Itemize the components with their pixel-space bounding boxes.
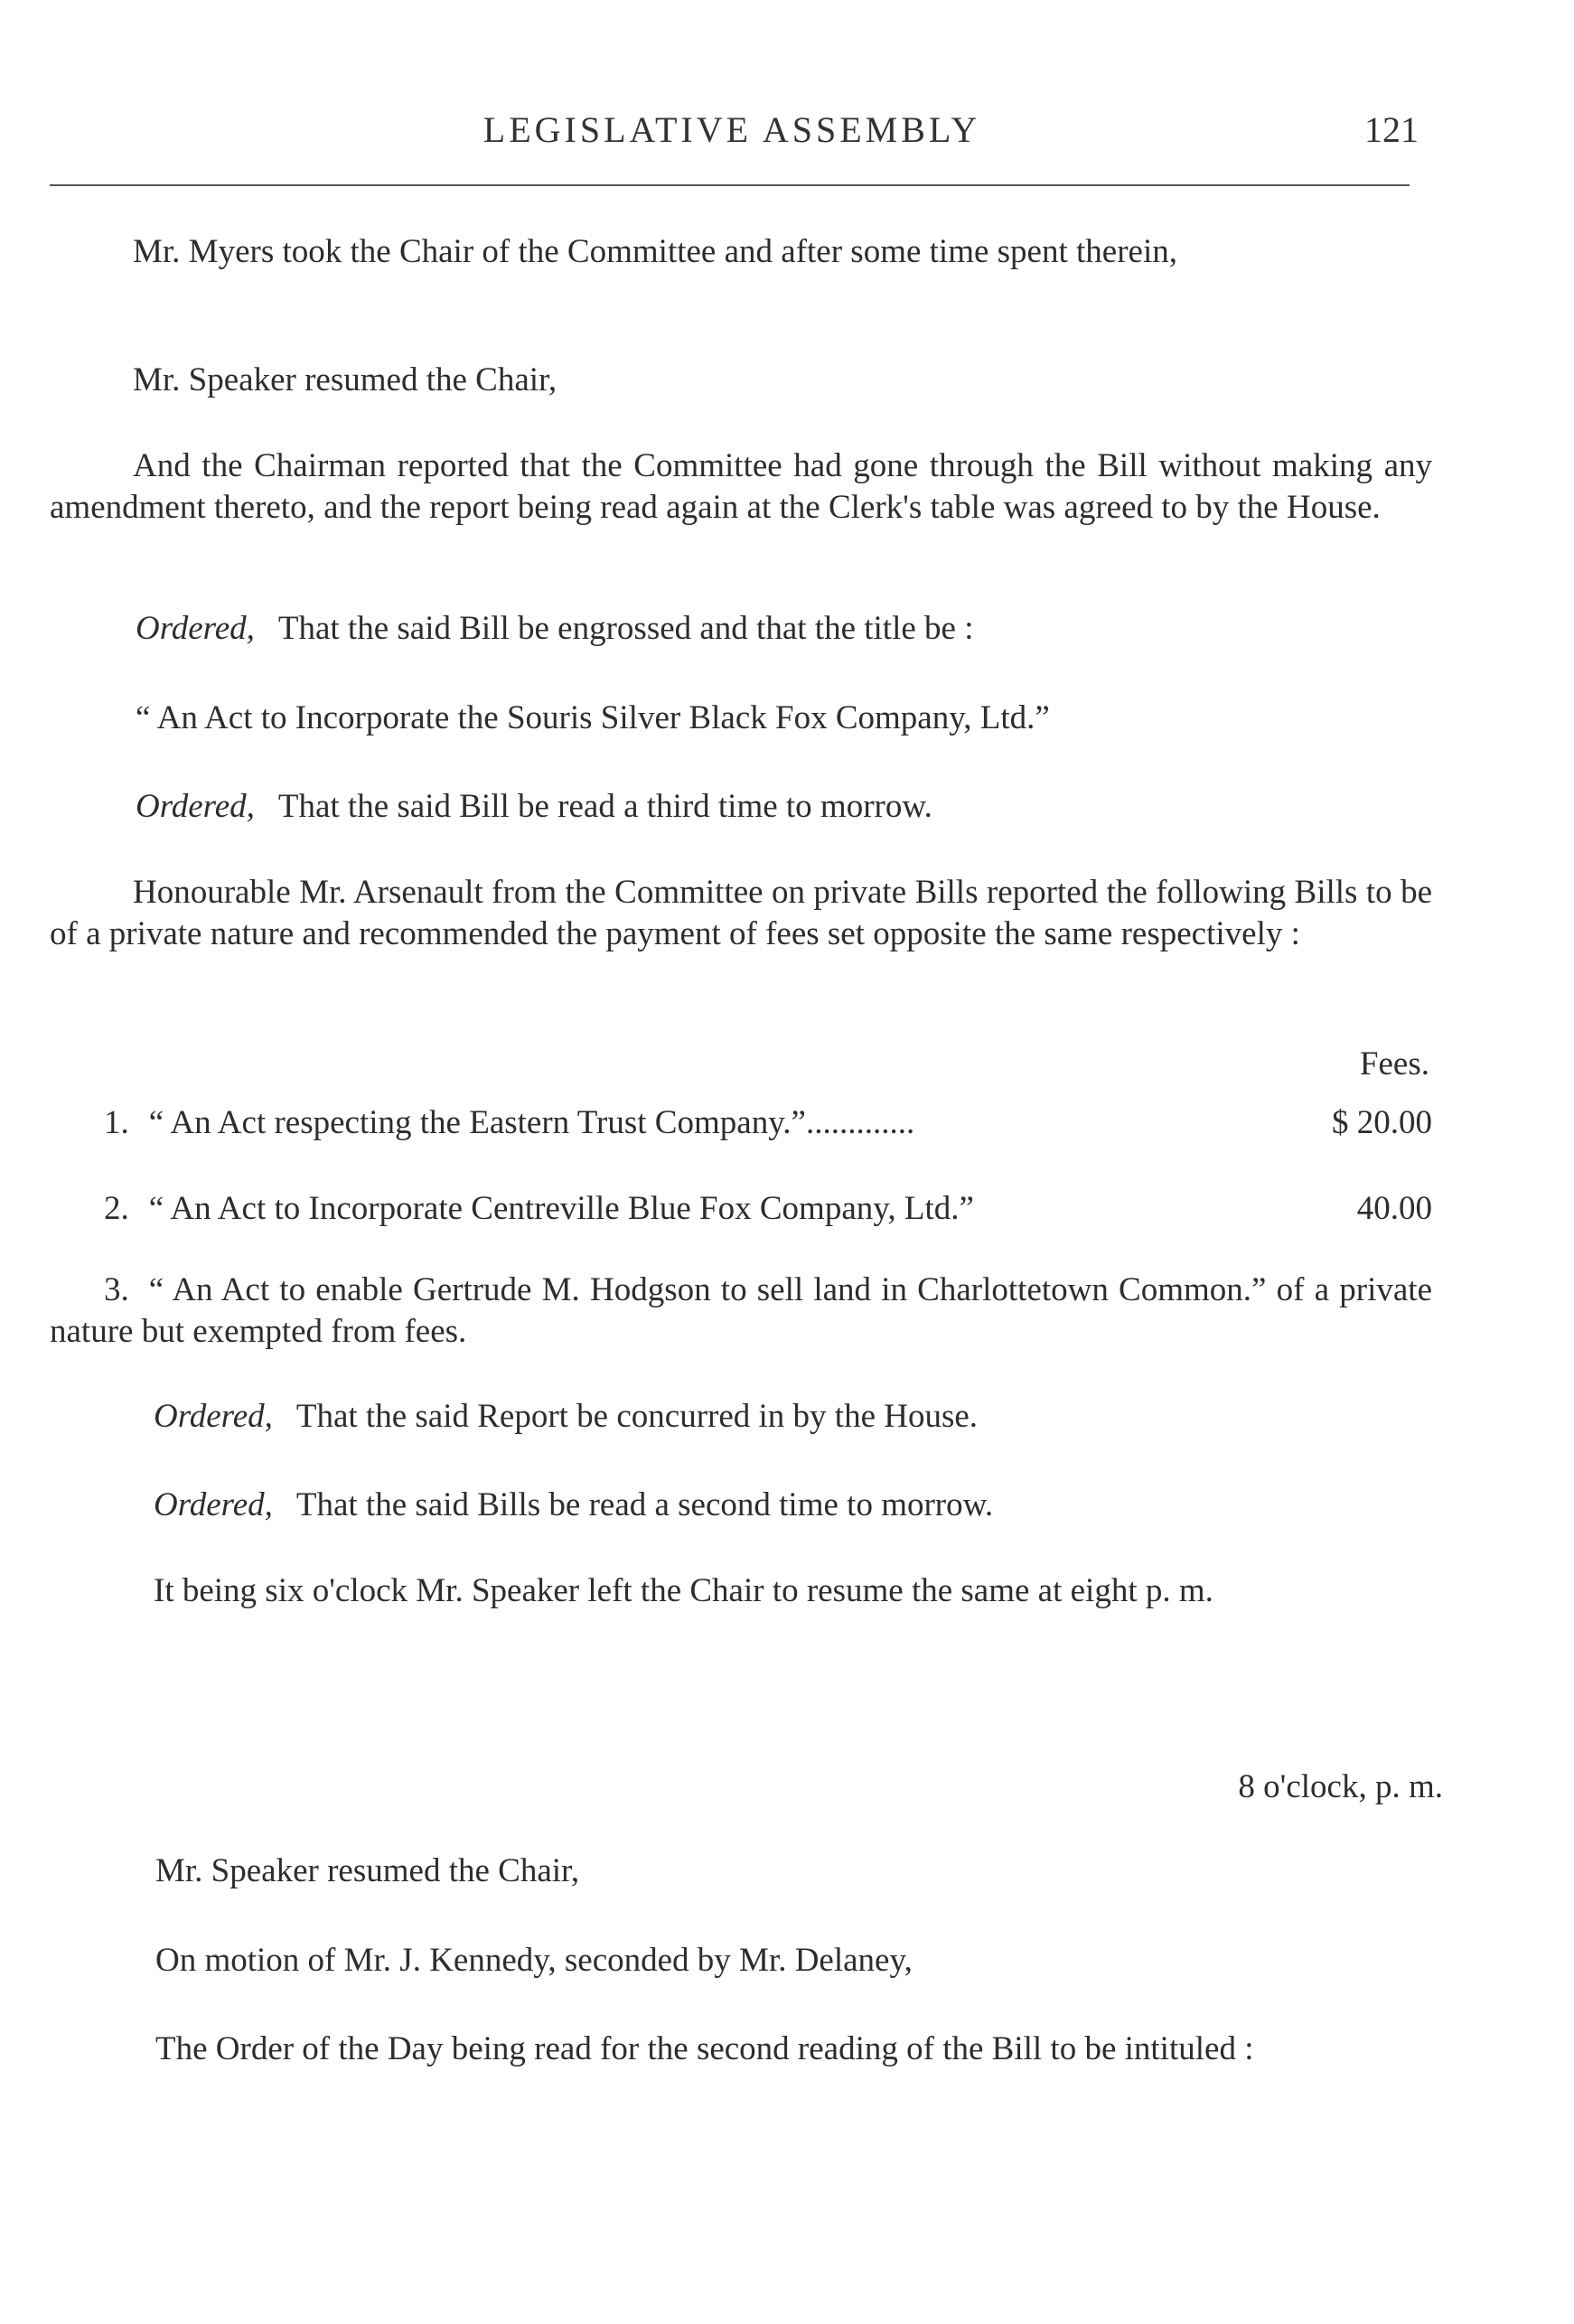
ordered-label: Ordered, [136,610,255,647]
fee-item-number: 2. [104,1190,129,1227]
fee-item-number: 1. [104,1104,129,1141]
order-report-concurred [154,1396,978,1438]
order-text: That the said Bill be engrossed and that the title be : [277,610,974,647]
order-third-reading [136,786,932,828]
bill-title-souris: “ An Act to Incorporate the Souris Silver Black Fox Company, Ltd.” [136,699,1050,736]
paragraph-six-oclock: It being six o'clock Mr. Speaker left the Chair to resume the same at eight p. m. [154,1572,1213,1609]
paragraph-speaker-resumed: Mr. Speaker resumed the Chair, [133,361,557,398]
ordered-label: Ordered, [154,1398,273,1435]
fee-item-2 [104,1188,1432,1230]
ordered-label: Ordered, [136,788,255,825]
paragraph-private-bills-report: Honourable Mr. Arsenault from the Committee on private Bills reported the following Bills to be of a private nature and recommended the payment of fees set opposite the same respectively : [50,874,1432,952]
order-engrossed [136,608,974,650]
fee-item-text: “ An Act respecting the Eastern Trust Company.”............. [148,1104,915,1141]
order-text: That the said Bills be read a second time to morrow. [295,1486,994,1523]
paragraph-motion: On motion of Mr. J. Kennedy, seconded by Mr. Delaney, [155,1942,913,1979]
page-header [54,108,1419,163]
paragraph-chairman-reported: And the Chairman reported that the Committee had gone through the Bill without making any amendment thereto, and the report being read again at the Clerk's table was agreed to by the House. [50,447,1432,526]
fee-item-text: “ An Act to Incorporate Centreville Blue Fox Company, Ltd.” [148,1190,974,1227]
order-text: That the said Bill be read a third time to morrow. [277,788,932,825]
page-number: 121 [1364,109,1419,150]
paragraph-order-of-day: The Order of the Day being read for the second reading of the Bill to be intituled : [155,2030,1254,2067]
paragraph-committee-chair: Mr. Myers took the Chair of the Committee and after some time spent therein, [133,233,1177,270]
header-rule [50,184,1410,186]
fee-item-number: 3. [104,1271,129,1308]
time-heading: 8 o'clock, p. m. [1238,1768,1443,1805]
fee-item-text: “ An Act to enable Gertrude M. Hodgson to sell land in Charlottetown Common.” of a private nature but exempted from fees. [50,1271,1432,1350]
order-text: That the said Report be concurred in by the House. [295,1398,979,1435]
order-second-reading [154,1485,993,1526]
ordered-label: Ordered, [154,1486,273,1523]
paragraph-speaker-resumed-evening: Mr. Speaker resumed the Chair, [155,1852,580,1889]
fee-item-3 [50,1270,1432,1353]
running-title: LEGISLATIVE ASSEMBLY [483,109,981,150]
fee-item-1 [104,1102,1432,1144]
fee-item-amount: $ 20.00 [1332,1104,1432,1141]
fee-item-amount: 40.00 [1356,1190,1432,1227]
fees-heading: Fees. [1359,1045,1429,1082]
